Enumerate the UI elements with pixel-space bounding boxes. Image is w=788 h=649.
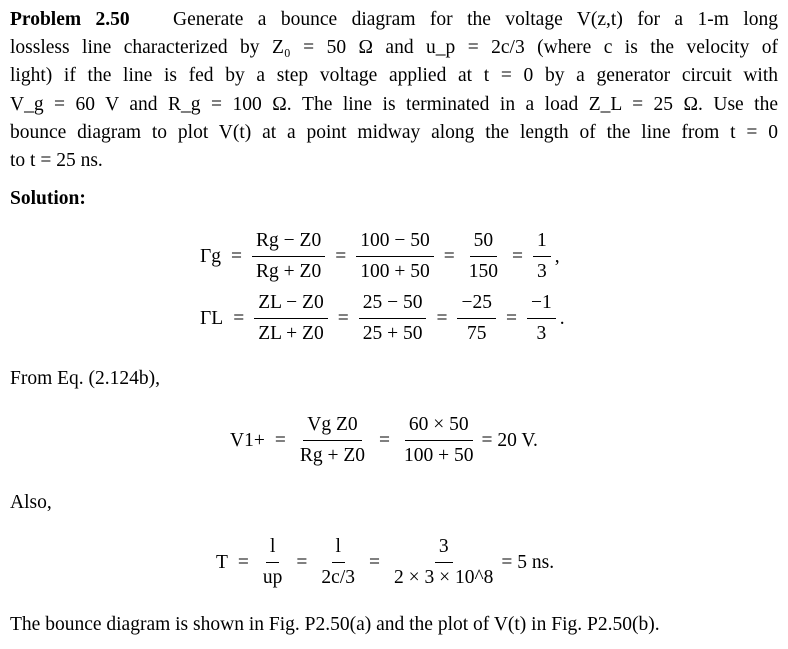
v1-result: = 20 V. bbox=[481, 429, 538, 451]
gamma-g-frac-3-den: 150 bbox=[468, 261, 498, 282]
gamma-g-frac-4-num: 1 bbox=[533, 228, 551, 257]
problem-statement bbox=[10, 6, 778, 175]
t-frac-3-den: 2 × 3 × 10^8 bbox=[394, 567, 494, 588]
gamma-l-frac-2-den: 25 + 50 bbox=[362, 323, 423, 344]
final-text: The bounce diagram is shown in Fig. P2.50(a) and the plot of V(t) in Fig. P2.50(b). bbox=[10, 614, 660, 635]
v1-symbol: V1+ bbox=[230, 429, 265, 451]
gamma-g-equation: Γg = $\frac{Rg - Z0}{Rg + Z0}$ = $\frac{100 - 50}{100 + 50}$ = $\frac{50}{150}$ = $\frac{1}{3}$ , bbox=[200, 228, 560, 285]
gamma-l-frac-3-num: −25 bbox=[457, 290, 496, 319]
gamma-l-frac-3-den: 75 bbox=[466, 323, 487, 344]
solution-heading: Solution: bbox=[10, 188, 86, 209]
t-frac-3-num: 3 bbox=[435, 534, 453, 563]
also-text: Also, bbox=[10, 492, 52, 513]
problem-line-5: bounce diagram to plot V(t) at a point midway along the length of the line from t = 0 bbox=[10, 121, 778, 143]
problem-line-4: V_g = 60 V and R_g = 100 Ω. The line is terminated in a load Z_L = 25 Ω. Use the bbox=[10, 93, 778, 115]
v1-frac-2-num: 60 × 50 bbox=[405, 412, 473, 441]
problem-line-1-text: Generate a bounce diagram for the voltage V(z,t) for a 1-m long bbox=[172, 9, 779, 30]
t-frac-3 bbox=[390, 534, 497, 591]
from-eq-text: From Eq. (2.124b), bbox=[10, 368, 161, 389]
t-frac-2-num: l bbox=[332, 534, 345, 563]
gamma-g-frac-4 bbox=[533, 228, 551, 285]
gamma-l-frac-2 bbox=[359, 290, 427, 347]
gamma-g-frac-3-num: 50 bbox=[470, 228, 498, 257]
gamma-l-frac-1 bbox=[254, 290, 328, 347]
gamma-l-symbol: ΓL bbox=[200, 307, 224, 329]
problem-line-3: light) if the line is fed by a step voltage applied at t = 0 by a generator circuit with bbox=[10, 65, 778, 87]
v1-frac-2-den: 100 + 50 bbox=[404, 445, 474, 466]
gamma-l-frac-2-num: 25 − 50 bbox=[359, 290, 427, 319]
gamma-l-equation: ΓL = $\frac{ZL - Z0}{ZL + Z0}$ = $\frac{25 - 50}{25 + 50}$ = $\frac{-25}{75}$ = $\frac{-1}{3}$ . bbox=[200, 290, 565, 347]
gamma-g-frac-2-num: 100 − 50 bbox=[356, 228, 434, 257]
t-symbol: T bbox=[216, 551, 228, 573]
gamma-g-frac-2 bbox=[356, 228, 434, 285]
t-frac-1 bbox=[259, 534, 287, 591]
t-frac-2-den: 2c/3 bbox=[321, 567, 355, 588]
gamma-g-frac-1 bbox=[252, 228, 325, 285]
gamma-g-frac-1-den: Rg + Z0 bbox=[256, 261, 322, 282]
problem-label: Problem 2.50 bbox=[10, 9, 130, 30]
t-equation: T = $\frac{l}{up}$ = $\frac{l}{2c/3}$ = $\frac{3}{2 \times 3 \times 10\^{}8}$ = 5 ns. bbox=[216, 534, 554, 591]
v1-frac-1 bbox=[296, 412, 369, 469]
gamma-l-frac-1-num: ZL − Z0 bbox=[254, 290, 328, 319]
gamma-g-tail: , bbox=[554, 245, 560, 267]
problem-line-2: lossless line characterized by Z₀ = 50 Ω and u_p = 2c/3 (where c is the velocity of bbox=[10, 37, 778, 59]
gamma-l-frac-4-num: −1 bbox=[527, 290, 556, 319]
v1-equation: V1+ = $\frac{\text{Vg Z0}}{Rg + Z0}$ = $\frac{60 \times 50}{100 + 50}$ = 20 V. bbox=[230, 412, 538, 469]
t-frac-1-den: up bbox=[262, 567, 283, 588]
v1-frac-2 bbox=[400, 412, 478, 469]
gamma-g-frac-1-num: Rg − Z0 bbox=[252, 228, 325, 257]
t-frac-2 bbox=[317, 534, 359, 591]
gamma-l-frac-4 bbox=[527, 290, 556, 347]
problem-line-1 bbox=[10, 6, 778, 34]
t-frac-1-num: l bbox=[266, 534, 279, 563]
v1-frac-1-den: Rg + Z0 bbox=[299, 445, 366, 466]
gamma-g-frac-4-den: 3 bbox=[536, 261, 547, 282]
gamma-l-frac-1-den: ZL + Z0 bbox=[258, 323, 324, 344]
gamma-l-tail: . bbox=[559, 307, 565, 329]
problem-line-6: to t = 25 ns. bbox=[10, 150, 103, 172]
gamma-l-frac-4-den: 3 bbox=[536, 323, 547, 344]
gamma-g-frac-2-den: 100 + 50 bbox=[360, 261, 430, 282]
gamma-g-frac-3 bbox=[465, 228, 502, 285]
t-result: = 5 ns. bbox=[501, 551, 555, 573]
v1-frac-1-num: Vg Z0 bbox=[303, 412, 361, 441]
gamma-g-symbol: Γg bbox=[200, 245, 222, 267]
gamma-l-frac-3 bbox=[457, 290, 496, 347]
